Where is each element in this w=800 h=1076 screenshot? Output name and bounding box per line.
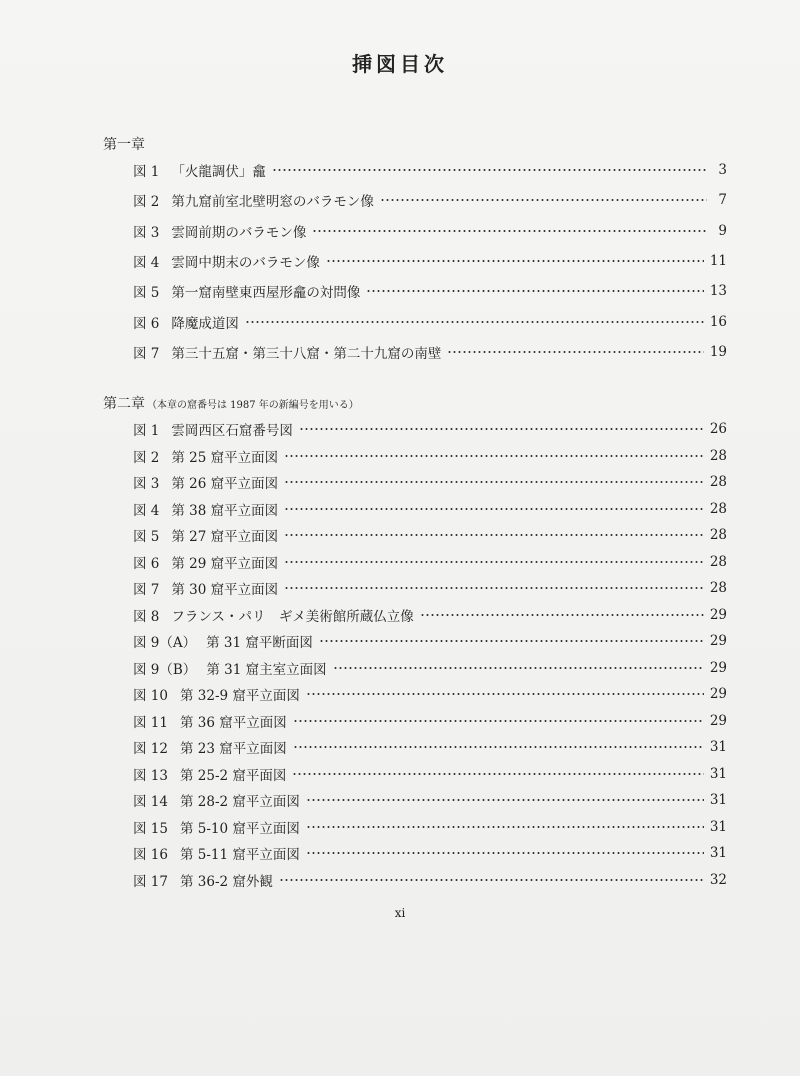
figure-caption: 第三十五窟・第三十八窟・第二十九窟の南壁 <box>171 345 442 362</box>
page-ref: 28 <box>709 474 727 490</box>
page-ref: 29 <box>709 686 727 702</box>
figure-caption: 第 27 窟平立面図 <box>171 529 279 545</box>
page-ref: 19 <box>709 343 727 360</box>
figure-number: 図 8 <box>133 608 160 625</box>
page-ref: 29 <box>709 659 727 676</box>
figure-caption: 第 36 窟平立面図 <box>179 714 287 731</box>
figure-caption: 第 29 窟平立面図 <box>171 555 279 572</box>
figure-number: 図 2 <box>133 449 160 466</box>
page-ref: 31 <box>709 818 727 835</box>
figure-caption: 第 5-10 窟平立面図 <box>179 820 300 837</box>
toc-entry <box>133 499 727 519</box>
page-ref: 7 <box>718 192 727 209</box>
chapter-2-title: 第二章 <box>103 396 145 412</box>
figure-caption: 第 31 窟平断面図 <box>206 635 313 651</box>
figure-number: 図 1 <box>133 423 160 439</box>
toc-entry <box>133 312 727 332</box>
page-ref: 31 <box>709 739 727 755</box>
dot-leader <box>284 481 704 483</box>
figure-caption: 第 23 窟平立面図 <box>179 741 287 757</box>
dot-leader <box>420 614 704 616</box>
figure-number: 図 17 <box>133 873 168 890</box>
figure-number: 図 5 <box>133 529 160 545</box>
figure-caption: 第 25 窟平立面図 <box>171 449 279 466</box>
dot-leader <box>284 587 704 589</box>
toc-entry <box>133 525 727 545</box>
figure-number: 図 6 <box>133 555 160 572</box>
figure-caption: 雲岡前期のバラモン像 <box>171 224 307 241</box>
figure-caption: 第九窟前室北壁明窓のバラモン像 <box>171 194 374 211</box>
figure-number: 図 5 <box>133 285 160 302</box>
figure-caption: 降魔成道図 <box>171 315 239 332</box>
figure-caption: 第 28-2 窟平立面図 <box>179 794 300 810</box>
figure-number: 図 16 <box>133 847 168 863</box>
toc-entry <box>133 658 727 678</box>
dot-leader <box>293 720 704 722</box>
toc-entry <box>133 446 727 466</box>
toc-entry <box>133 221 727 241</box>
figure-caption: 雲岡西区石窟番号図 <box>171 423 293 439</box>
figure-caption: 第 26 窟平立面図 <box>171 476 279 492</box>
dot-leader <box>284 534 704 536</box>
toc-entry <box>133 190 727 210</box>
figure-caption: 第 25-2 窟平面図 <box>179 767 287 784</box>
page-ref: 28 <box>709 580 727 596</box>
dot-leader <box>284 455 704 457</box>
dot-leader <box>366 290 703 292</box>
dot-leader <box>272 169 707 171</box>
figure-caption: 第 31 窟主室立面図 <box>206 661 327 678</box>
toc-entry <box>133 764 727 784</box>
figure-number: 図 10 <box>133 688 168 704</box>
page-ref: 9 <box>718 222 727 239</box>
figure-number: 図 3 <box>133 224 160 241</box>
figure-number: 図 2 <box>133 194 160 211</box>
figure-number: 図 9（B） <box>133 661 197 678</box>
toc-entry <box>133 631 727 651</box>
dot-leader <box>306 799 704 801</box>
dot-leader <box>447 351 703 353</box>
figure-caption: 第 38 窟平立面図 <box>171 502 279 519</box>
figure-number: 図 11 <box>133 714 168 731</box>
toc-entry <box>133 870 727 890</box>
toc-entry <box>133 342 727 362</box>
figure-number: 図 3 <box>133 476 160 492</box>
figure-number: 図 12 <box>133 741 168 757</box>
figure-caption: フランス・パリ ギメ美術館所蔵仏立像 <box>171 608 414 625</box>
chapter-2-heading <box>103 393 359 413</box>
toc-entry <box>133 578 727 598</box>
figure-number: 図 15 <box>133 820 168 837</box>
toc-entry <box>133 605 727 625</box>
toc-entry <box>133 160 727 180</box>
dot-leader <box>279 879 704 881</box>
figure-number: 図 1 <box>133 164 160 180</box>
toc-entry <box>133 684 727 704</box>
dot-leader <box>306 693 704 695</box>
dot-leader <box>306 852 704 854</box>
page-ref: 11 <box>709 252 727 269</box>
toc-entry <box>133 251 727 271</box>
toc-entry <box>133 711 727 731</box>
figure-caption: 第 36-2 窟外観 <box>179 873 273 890</box>
figure-number: 図 14 <box>133 794 168 810</box>
page-ref: 3 <box>718 162 727 178</box>
page-ref: 28 <box>709 447 727 464</box>
toc-entry <box>133 419 727 439</box>
toc-entry <box>133 817 727 837</box>
page-ref: 31 <box>709 845 727 861</box>
dot-leader <box>319 640 704 642</box>
figure-caption: 第 32-9 窟平立面図 <box>179 688 300 704</box>
page-ref: 29 <box>709 606 727 623</box>
toc-entry <box>133 472 727 492</box>
figure-number: 図 7 <box>133 582 160 598</box>
page-ref: 13 <box>709 283 727 300</box>
dot-leader <box>326 260 704 262</box>
figure-caption: 第一窟南壁東西屋形龕の対問像 <box>171 285 361 302</box>
figure-caption: 第 5-11 窟平立面図 <box>179 847 300 863</box>
page-ref: 29 <box>709 712 727 729</box>
toc-entry <box>133 790 727 810</box>
chapter-2-note: （本章の窟番号は 1987 年の新編号を用いる） <box>147 400 359 411</box>
figure-number: 図 9（A） <box>133 635 197 651</box>
page-number: xi <box>394 906 406 920</box>
figure-number: 図 4 <box>133 502 160 519</box>
dot-leader <box>299 428 704 430</box>
chapter-1-heading <box>103 134 145 154</box>
page-ref: 31 <box>709 792 727 808</box>
figure-number: 図 13 <box>133 767 168 784</box>
dot-leader <box>312 230 707 232</box>
page-ref: 16 <box>709 313 727 330</box>
dot-leader <box>245 321 704 323</box>
dot-leader <box>333 667 704 669</box>
page-ref: 32 <box>709 871 727 888</box>
page-ref: 26 <box>709 421 727 437</box>
figure-number: 図 6 <box>133 315 160 332</box>
dot-leader <box>380 199 707 201</box>
page-ref: 29 <box>709 633 727 649</box>
figure-caption: 「火龍調伏」龕 <box>171 164 266 180</box>
dot-leader <box>292 773 703 775</box>
page-ref: 31 <box>709 765 727 782</box>
toc-entry <box>133 843 727 863</box>
toc-entry <box>133 552 727 572</box>
dot-leader <box>284 561 704 563</box>
dot-leader <box>284 508 704 510</box>
dot-leader <box>293 746 704 748</box>
page-ref: 28 <box>709 500 727 517</box>
toc-entry <box>133 737 727 757</box>
figure-number: 図 4 <box>133 254 160 271</box>
figure-number: 図 7 <box>133 345 160 362</box>
chapter-1-title: 第一章 <box>103 137 145 153</box>
dot-leader <box>306 826 704 828</box>
page-ref: 28 <box>709 553 727 570</box>
figure-caption: 第 30 窟平立面図 <box>171 582 279 598</box>
figure-caption: 雲岡中期末のバラモン像 <box>171 254 320 271</box>
toc-entry <box>133 281 727 301</box>
page-title: 挿図目次 <box>352 52 448 76</box>
page-ref: 28 <box>709 527 727 543</box>
